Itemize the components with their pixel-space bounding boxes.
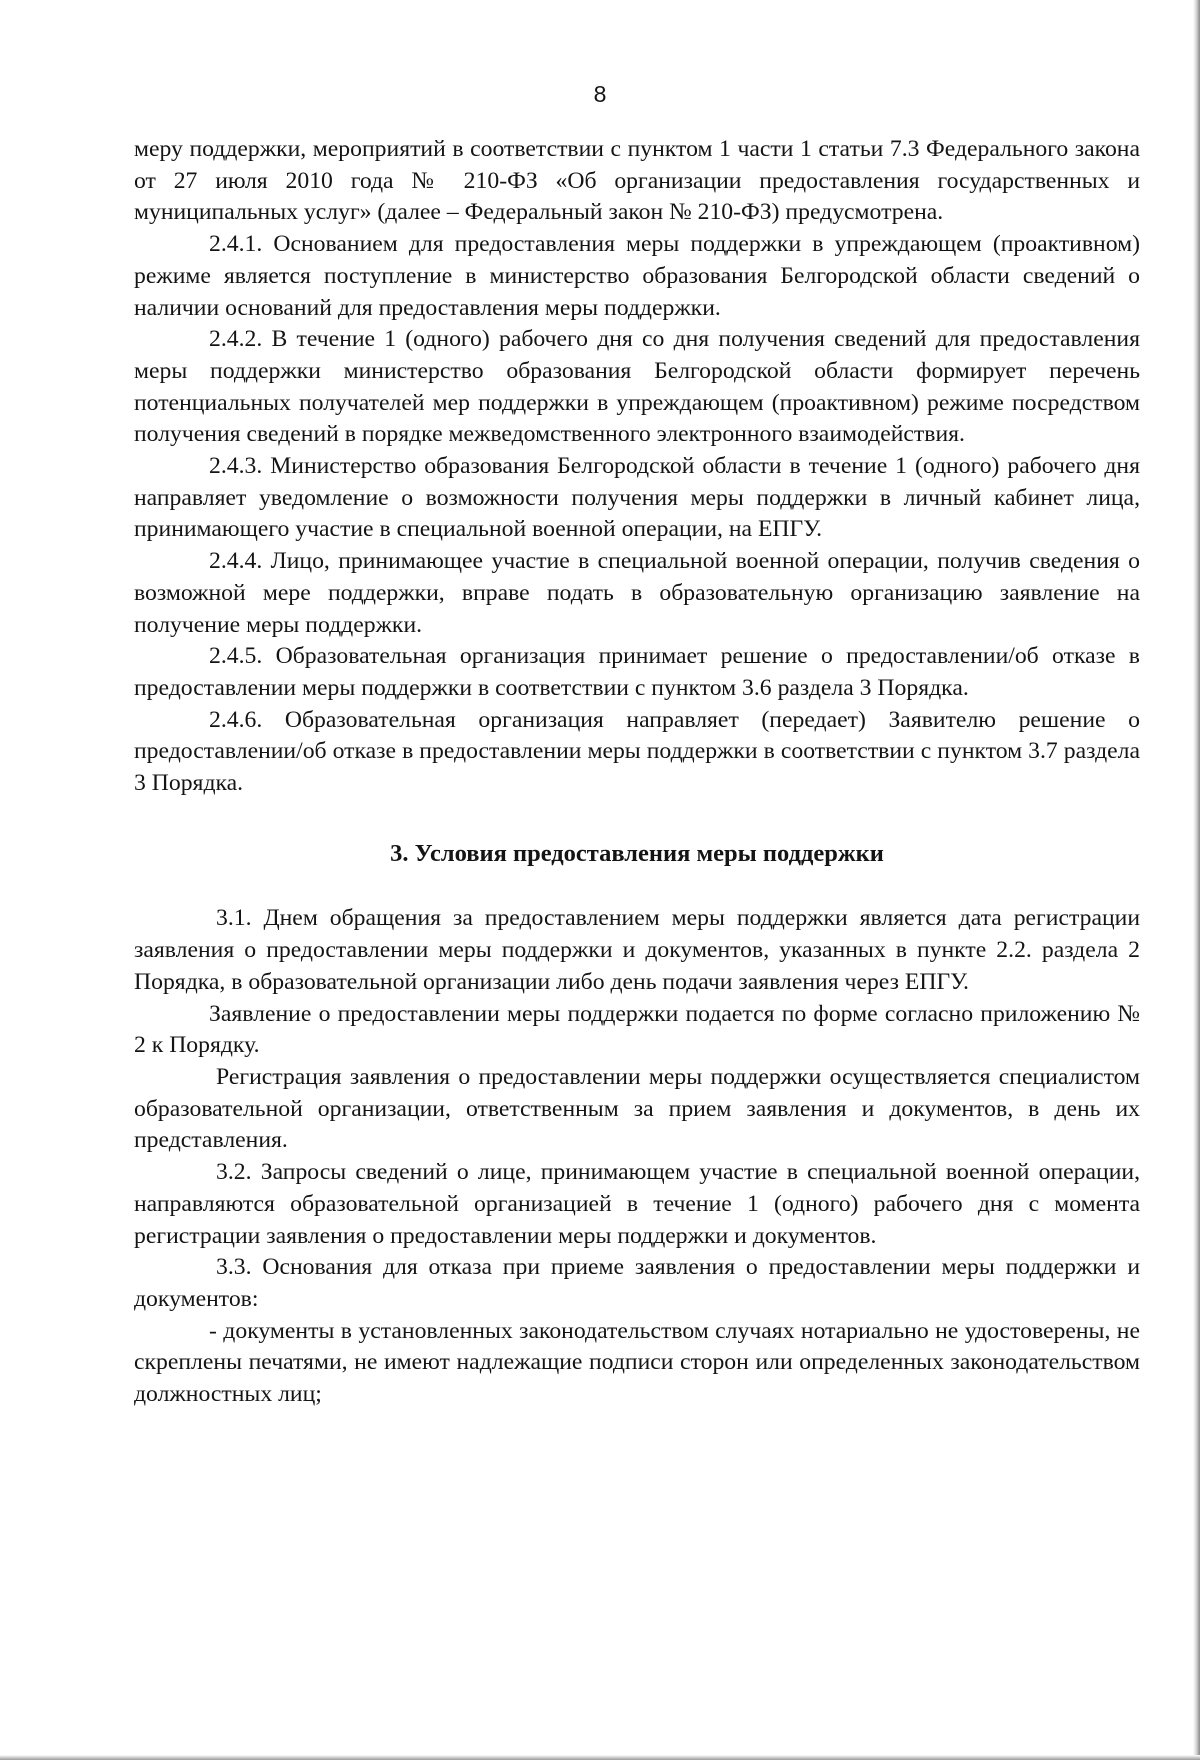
paragraph-2-4-1: 2.4.1. Основанием для предоставления меры поддержки в упреждающем (проактивном) режиме является поступление в министерство образования Белгородской области сведений о наличии оснований для предоставления меры поддержки.: [134, 231, 1140, 321]
paragraph-3-3: 3.3. Основания для отказа при приеме заявления о предоставлении меры поддержки и документов:: [134, 1254, 1140, 1312]
page-number: 8: [593, 81, 607, 107]
paragraph-3-1-form: Заявление о предоставлении меры поддержки подается по форме согласно приложению № 2 к Порядку.: [134, 1000, 1140, 1059]
paragraph-3-2: 3.2. Запросы сведений о лице, принимающем участие в специальной военной операции, направляются образовательной организацией в течение 1 (одного) рабочего дня с момента регистрации заявления о предоставлении меры поддержки и документов.: [134, 1159, 1140, 1249]
paragraph-3-1-registration: Регистрация заявления о предоставлении меры поддержки осуществляется специалистом образовательной организации, ответственным за прием заявления и документов, в день их представления.: [134, 1063, 1140, 1154]
section-3-heading: 3. Условия предоставления меры поддержки: [390, 839, 884, 867]
paragraph-2-4-4: 2.4.4. Лицо, принимающее участие в специальной военной операции, получив сведения о возможной мере поддержки, вправе подать в образовательную организацию заявление на получение меры поддержки.: [134, 548, 1140, 638]
paragraph-2-4-5: 2.4.5. Образовательная организация принимает решение о предоставлении/об отказе в предоставлении меры поддержки в соответствии с пунктом 3.6 раздела 3 Порядка.: [134, 643, 1140, 701]
list-item-3-3-1: - документы в установленных законодательством случаях нотариально не удостоверены, не скреплены печатями, не имеют надлежащие подписи сторон или определенных законодательством должностных лиц;: [134, 1317, 1140, 1408]
scan-edge-shadow: [1193, 0, 1200, 1760]
paragraph-3-1: 3.1. Днем обращения за предоставлением меры поддержки является дата регистрации заявления о предоставлении меры поддержки и документов, указанных в пункте 2.2. раздела 2 Порядка, в образовательной организации либо день подачи заявления через ЕПГУ.: [134, 905, 1140, 995]
paragraph-2-4-2: 2.4.2. В течение 1 (одного) рабочего дня со дня получения сведений для предоставления меры поддержки министерство образования Белгородской области формирует перечень потенциальных получателей мер поддержки в упреждающем (проактивном) режиме посредством получения сведений в порядке межведомственного электронного взаимодействия.: [134, 326, 1140, 448]
document-body: [134, 134, 1140, 1411]
paragraph-2-4-continuation: меру поддержки, мероприятий в соответствии с пунктом 1 части 1 статьи 7.3 Федерального закона от 27 июля 2010 года № 210-ФЗ «Об организации предоставления государственных и муниципальных услуг» (далее – Федеральный закон № 210-ФЗ) предусмотрена.: [134, 136, 1140, 226]
paragraph-2-4-3: 2.4.3. Министерство образования Белгородской области в течение 1 (одного) рабочего дня направляет уведомление о возможности получения меры поддержки в личный кабинет лица, принимающего участие в специальной военной операции, на ЕПГУ.: [134, 453, 1140, 543]
paragraph-2-4-6: 2.4.6. Образовательная организация направляет (передает) Заявителю решение о предоставлении/об отказе в предоставлении меры поддержки в соответствии с пунктом 3.7 раздела 3 Порядка.: [134, 706, 1140, 797]
scan-bottom-shadow: [0, 1755, 1200, 1760]
